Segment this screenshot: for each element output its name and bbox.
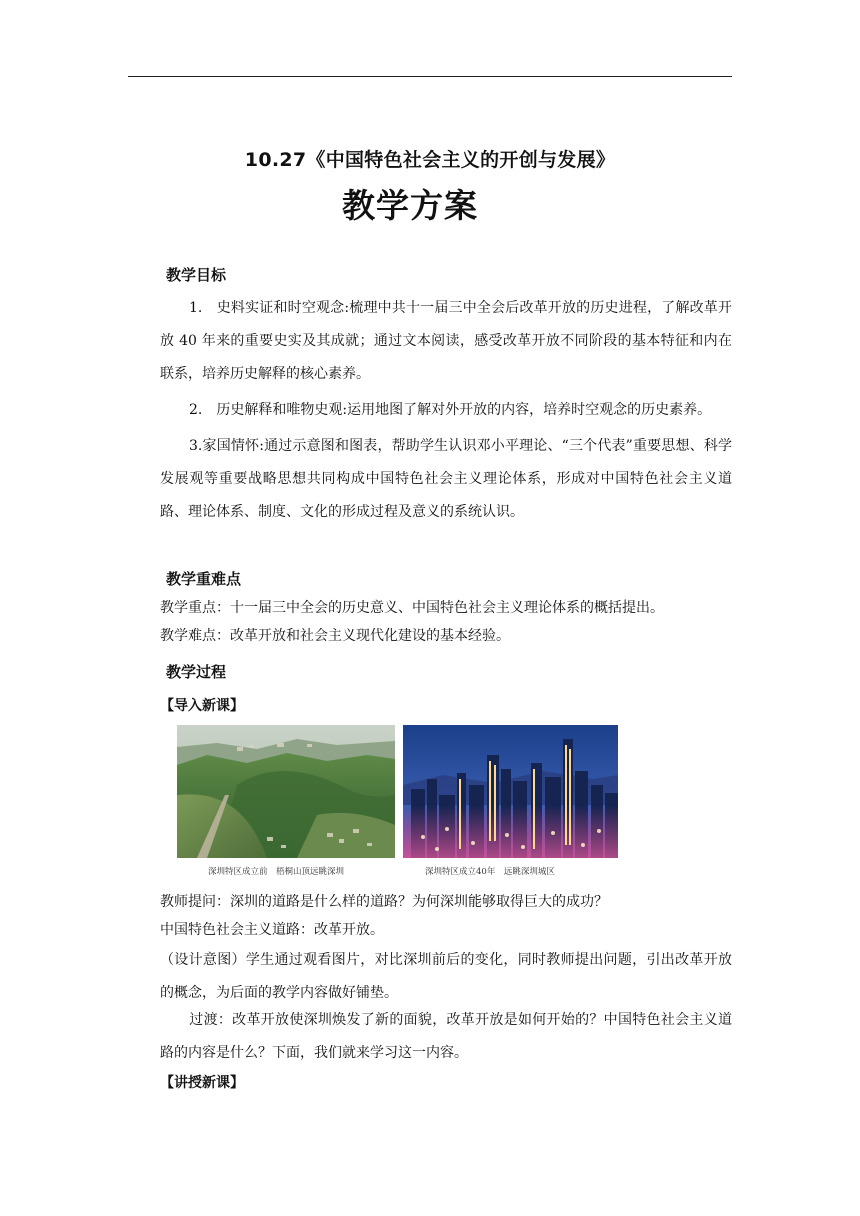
- rural-landscape-photo-icon: [177, 725, 395, 858]
- document-title: 10.27《中国特色社会主义的开创与发展》: [244, 149, 616, 171]
- new-lesson-label: 【讲授新课】: [160, 1075, 244, 1091]
- objective-item-2: 2. 历史解释和唯物史观:运用地图了解对外开放的内容，培养时空观念的历史素养。: [189, 402, 712, 418]
- key-point-difficulty: 教学难点：改革开放和社会主义现代化建设的基本经验。: [160, 628, 510, 644]
- intro-label: 【导入新课】: [160, 698, 244, 714]
- photo-caption-before: 深圳特区成立前 梧桐山顶远眺深圳: [208, 867, 345, 877]
- header-rule: [128, 76, 732, 77]
- objective-item-3: 3.家国情怀:通过示意图和图表，帮助学生认识邓小平理论、“三个代表”重要思想、科学发展观等重要战略思想共同构成中国特色社会主义理论体系，形成对中国特色社会主义道路、理论体系、制度、文化的形成过程及意义的系统认识。: [160, 438, 732, 520]
- process-heading: 教学过程: [166, 663, 227, 681]
- shenzhen-after-photo: [403, 725, 618, 858]
- key-point-focus: 教学重点：十一届三中全会的历史意义、中国特色社会主义理论体系的概括提出。: [160, 600, 664, 616]
- teacher-question: 教师提问：深圳的道路是什么样的道路？为何深圳能够取得巨大的成功？: [160, 894, 608, 910]
- objective-item-1: 1. 史料实证和时空观念:梳理中共十一届三中全会后改革开放的历史进程，了解改革开放 40 年来的重要史实及其成就；通过文本阅读，感受改革开放不同阶段的基本特征和内在联系，培养历史解释的核心素养。: [160, 300, 732, 382]
- transition-text: 过渡：改革开放使深圳焕发了新的面貌，改革开放是如何开始的？中国特色社会主义道路的内容是什么？下面，我们就来学习这一内容。: [160, 1012, 732, 1061]
- document-subtitle: 教学方案: [342, 186, 478, 225]
- objectives-heading: 教学目标: [166, 266, 227, 284]
- key-points-heading: 教学重难点: [166, 570, 242, 588]
- shenzhen-before-photo: [177, 725, 395, 858]
- photo-caption-after: 深圳特区成立40年 远眺深圳城区: [425, 867, 555, 877]
- design-intent: （设计意图）学生通过观看图片，对比深圳前后的变化，同时教师提出问题，引出改革开放的概念，为后面的教学内容做好铺垫。: [160, 952, 732, 1001]
- city-night-skyline-photo-icon: [403, 725, 618, 858]
- answer-text: 中国特色社会主义道路：改革开放。: [160, 922, 384, 938]
